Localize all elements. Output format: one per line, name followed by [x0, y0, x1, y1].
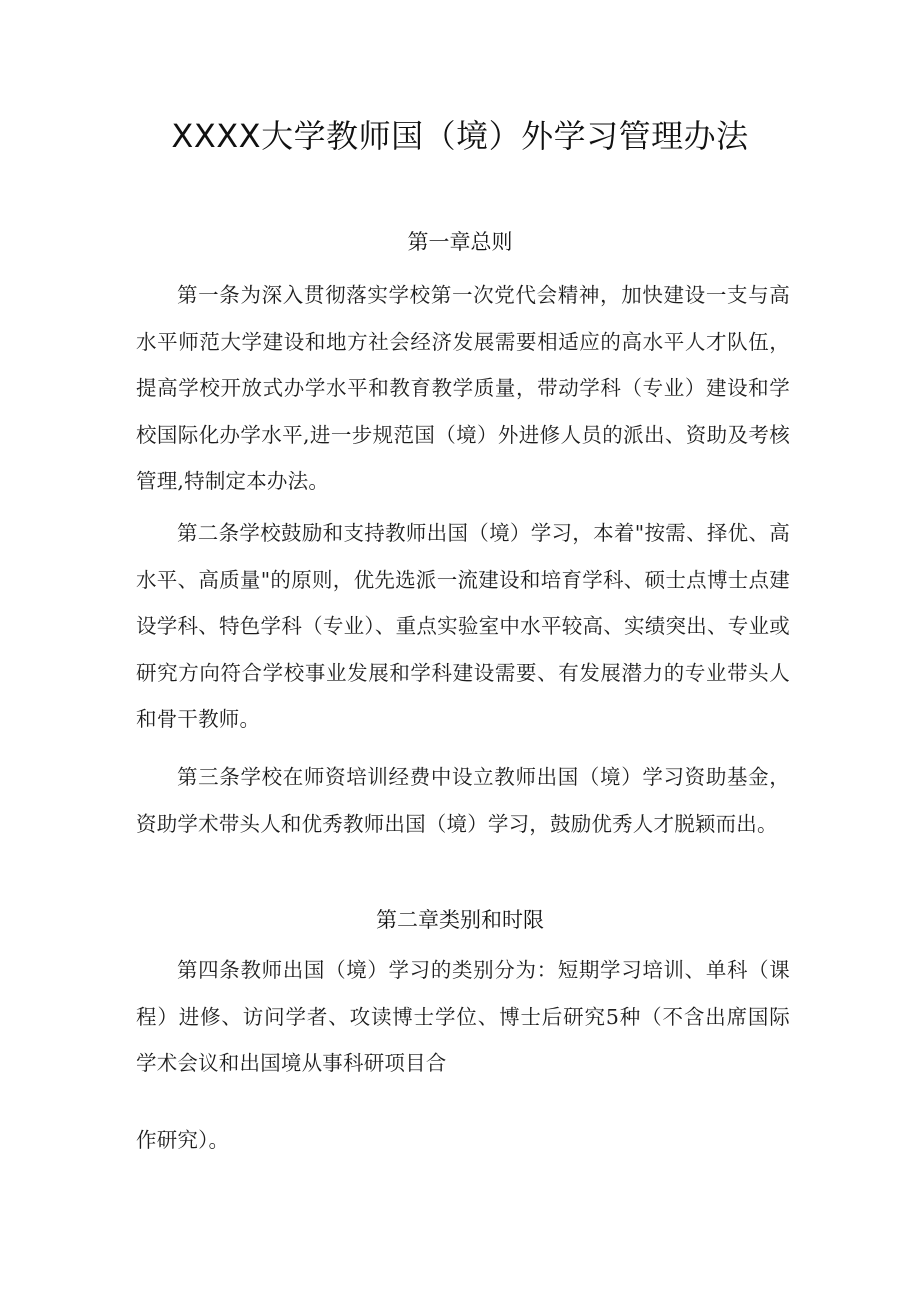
article-4-paragraph: 第四条教师出国（境）学习的类别分为：短期学习培训、单科（课程）进修、访问学者、攻读博士学位、博士后研究5种（不含出席国际学术会议和出国境从事科研项目合	[136, 958, 790, 1075]
article-3-paragraph: 第三条学校在师资培训经费中设立教师出国（境）学习资助基金，资助学术带头人和优秀教师出国（境）学习，鼓励优秀人才脱颖而出。	[136, 765, 790, 836]
article-2-paragraph: 第二条学校鼓励和支持教师出国（境）学习，本着"按需、择优、高水平、高质量"的原则，优先选派一流建设和培育学科、硕士点博士点建设学科、特色学科（专业）、重点实验室中水平较高、实绩突出、专业或研究方向符合学校事业发展和学科建设需要、有发展潜力的专业带头人和骨干教师。	[136, 521, 790, 731]
chapter-1-heading: 第一章总则	[407, 230, 513, 254]
article-1-paragraph: 第一条为深入贯彻落实学校第一次党代会精神，加快建设一支与高水平师范大学建设和地方社会经济发展需要相适应的高水平人才队伍，提高学校开放式办学水平和教育教学质量，带动学科（专业）建设和学校国际化办学水平,进一步规范国（境）外进修人员的派出、资助及考核管理,特制定本办法。	[136, 283, 790, 493]
article-4-continuation: 作研究）。	[136, 1128, 230, 1152]
chapter-2-heading: 第二章类别和时限	[376, 908, 544, 932]
document-title: XXXX大学教师国（境）外学习管理办法	[171, 117, 749, 155]
